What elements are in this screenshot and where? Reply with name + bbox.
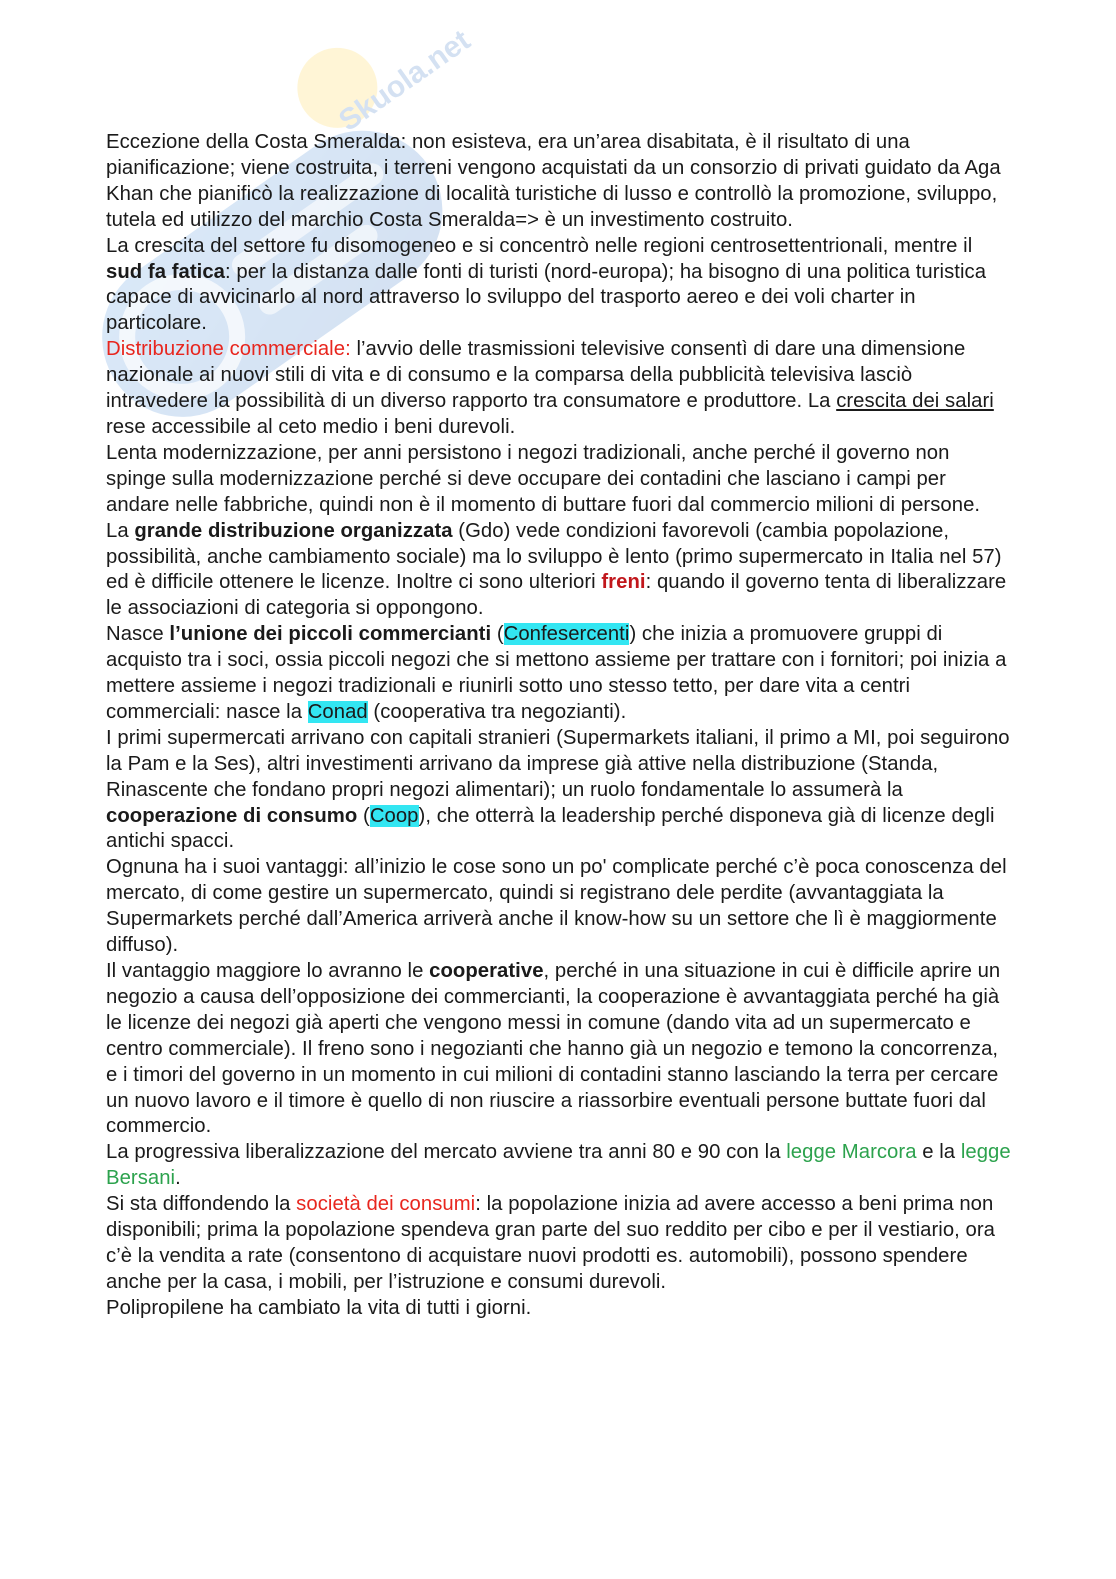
document-body [106, 130, 1011, 1322]
paragraph-primi-supermercati: I primi supermercati arrivano con capitali stranieri (Supermarkets italiani, il primo a MI, poi seguirono la Pam e la Ses), altri investimenti arrivano da imprese già attive nella distribuzione (Standa, Rinascente che fondano propri negozi alimentari); un ruolo fondamentale lo assumerà la cooperazione di consumo (Coop), che otterrà la leadership perché disponeva già di licenze degli antichi spacci. [106, 726, 1010, 853]
bold-term: grande distribuzione organizzata [134, 519, 453, 542]
paragraph-confesercenti: Nasce l’unione dei piccoli commercianti (Confesercenti) che inizia a promuovere gruppi di acquisto tra i soci, ossia piccoli negozi che si mettono assieme per trattare con i fornitori; poi inizia a mettere assieme i negozi tradizionali e riunirli sotto uno stesso tetto, per dare vita a centri commerciali: nasce la Conad (cooperativa tra negozianti). [106, 623, 1007, 723]
bold-term: l’unione dei piccoli commercianti [169, 623, 492, 646]
red-bold-term: freni [601, 571, 646, 594]
paragraph-societa-consumi: Si sta diffondendo la società dei consumi: la popolazione inizia ad avere accesso a beni prima non disponibili; prima la popolazione spendeva gran parte del suo reddito per cibo e per il vestiario, ora c’è la vendita a rate (consentono di acquistare nuovi prodotti es. automobili), possono spendere anche per la casa, i mobili, per l’istruzione e consumi durevoli. [106, 1193, 995, 1293]
highlighted-term: Coop [369, 804, 419, 827]
bold-term: cooperazione di consumo [106, 804, 358, 827]
paragraph-distribuzione-commerciale: Distribuzione commerciale: l’avvio delle trasmissioni televisive consentì di dare una dimensione nazionale ai nuovi stili di vita e di consumo e la comparsa della pubblicità televisiva lasciò intravedere la possibilità di un diverso rapporto tra consumatore e produttore. La crescita dei salari rese accessibile al ceto medio i beni durevoli. [106, 338, 994, 438]
highlighted-term: Confesercenti [503, 623, 630, 646]
underlined-term: crescita dei salari [836, 390, 994, 413]
paragraph-lenta-modernizzazione: Lenta modernizzazione, per anni persistono i negozi tradizionali, anche perché il governo non spinge sulla modernizzazione perché si deve occupare dei contadini che lasciano i campi per andare nelle fabbriche, quindi non è il momento di buttare fuori dal commercio milioni di persone. [106, 441, 981, 516]
paragraph-gdo: La grande distribuzione organizzata (Gdo) vede condizioni favorevoli (cambia popolazione, possibilità, anche cambiamento sociale) ma lo sviluppo è lento (primo supermercato in Italia nel 57) ed è difficile ottenere le licenze. Inoltre ci sono ulteriori freni: quando il governo tenta di liberalizzare le associazioni di categoria si oppongono. [106, 519, 1007, 620]
paragraph-liberalizzazione: La progressiva liberalizzazione del mercato avviene tra anni 80 e 90 con la legge Marcora e la legge Bersani. [106, 1141, 1011, 1190]
highlighted-term: Conad [307, 700, 368, 723]
paragraph-vantaggi: Ognuna ha i suoi vantaggi: all’inizio le cose sono un po' complicate perché c’è poca conoscenza del mercato, di come gestire un supermercato, quindi si registrano dele perdite (avvantaggiata la Supermarkets perché dall’America arriverà anche il know-how su un settore che lì è maggiormente diffuso). [106, 856, 1007, 957]
bold-term: cooperative [429, 960, 544, 982]
paragraph-costa-smeralda: Eccezione della Costa Smeralda: non esisteva, era un’area disabitata, è il risultato di una pianificazione; viene costruita, i terreni vengono acquistati da un consorzio di privati guidato da Aga Khan che pianificò la realizzazione di località turistiche di lusso e controllò la promozione, sviluppo, tutela ed utilizzo del marchio Costa Smeralda=> è un investimento costruito. [106, 131, 1001, 231]
green-term: legge Bersani [106, 1141, 1011, 1190]
paragraph-cooperative: Il vantaggio maggiore lo avranno le cooperative, perché in una situazione in cui è difficile aprire un negozio a causa dell’opposizione dei commercianti, la cooperazione è avvantaggiata perché ha già le licenze dei negozi già aperti che vengono messi in comune (dando vita ad un supermercato e centro commerciale). Il freno sono i negozianti che hanno già un negozio e temono la concorrenza, e i timori del governo in un momento in cui milioni di contadini stanno lasciando la terra per cercare un nuovo lavoro e il timore è quello di non riuscire a riassorbire eventuali persone buttate fuori dal commercio. [106, 960, 1001, 1138]
paragraph-crescita-settore: La crescita del settore fu disomogeneo e si concentrò nelle regioni centrosettentrionali, mentre il sud fa fatica: per la distanza dalle fonti di turisti (nord-europa); ha bisogno di una politica turistica capace di avvicinarlo al nord attraverso lo sviluppo del trasporto aereo e dei voli charter in particolare. [106, 234, 987, 335]
watermark-brand: Skuola.net [333, 23, 477, 138]
bold-term: sud fa fatica [106, 260, 225, 283]
red-term: società dei consumi [296, 1193, 476, 1216]
green-term: legge Marcora [786, 1141, 917, 1164]
paragraph-polipropilene: Polipropilene ha cambiato la vita di tutti i giorni. [106, 1296, 532, 1319]
red-heading: Distribuzione commerciale: [106, 338, 351, 361]
